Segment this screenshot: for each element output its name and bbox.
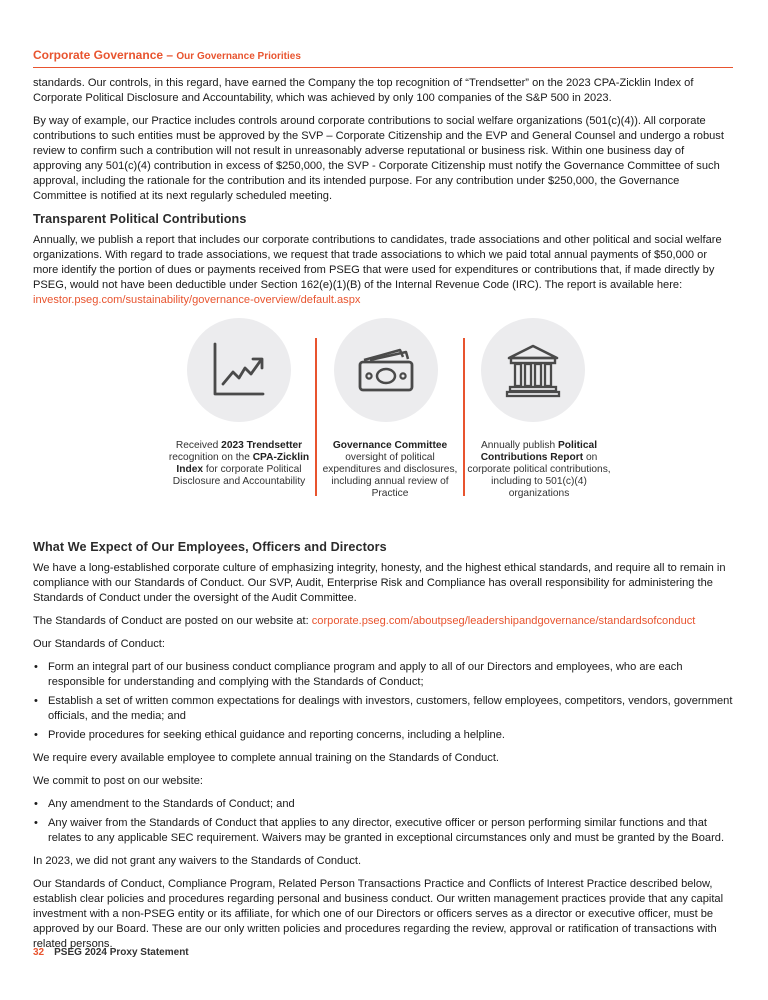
report-link[interactable]: investor.pseg.com/sustainability/governance-overview/default.aspx bbox=[33, 294, 361, 306]
highlight-circle-1 bbox=[187, 318, 291, 422]
trend-chart-icon bbox=[209, 340, 269, 400]
expect-paragraph-3: Our Standards of Conduct: bbox=[33, 638, 165, 650]
bank-building-icon bbox=[503, 340, 563, 400]
expect-paragraph-2 bbox=[33, 614, 735, 629]
main-content bbox=[33, 76, 735, 960]
caption-2-text: oversight of political expenditures and disclosures, including annual review of Practice bbox=[322, 452, 458, 499]
header-separator: – bbox=[163, 48, 177, 62]
list-item: • Form an integral part of our business conduct compliance program and apply to all of our Directors and employees, who are each responsible for understanding and complying with the Standards of Conduct; bbox=[33, 660, 735, 690]
list-item: • Establish a set of written common expectations for dealings with investors, customers, fellow employees, competitors, vendors, government officials, and the media; and bbox=[33, 694, 735, 724]
highlight-circle-3 bbox=[481, 318, 585, 422]
caption-1-bold-b: CPA-Zicklin Index bbox=[176, 452, 310, 475]
caption-1-bold-a: 2023 Trendsetter bbox=[221, 440, 303, 451]
standards-link[interactable]: corporate.pseg.com/aboutpseg/leadershipandgovernance/standardsofconduct bbox=[311, 615, 696, 627]
page-header bbox=[33, 46, 733, 68]
commit-list bbox=[33, 797, 735, 846]
caption-1-text-a: Received bbox=[175, 440, 222, 451]
section-title: Corporate Governance bbox=[33, 48, 164, 62]
highlight-circle-2 bbox=[334, 318, 438, 422]
expect-heading: What We Expect of Our Employees, Officers and Directors bbox=[33, 540, 387, 554]
footer-title: PSEG 2024 Proxy Statement bbox=[54, 947, 189, 958]
highlights-panel bbox=[33, 316, 735, 536]
money-icon bbox=[356, 340, 416, 400]
page-number: 32 bbox=[33, 947, 45, 958]
intro-paragraph-1: standards. Our controls, in this regard, have earned the Company the top recognition of “Trendsetter” on the 2023 CPA-Zicklin Index of Corporate Political Disclosure and Accountability, which was achieved by only 100 companies of the S&P 500 in 2023. bbox=[33, 77, 694, 104]
expect-paragraph-4: We require every available employee to complete annual training on the Standards of Conduct. bbox=[33, 752, 500, 764]
intro-paragraph-2: By way of example, our Practice includes controls around corporate contributions to social welfare organizations (501(c)(4)). All corporate contributions to such entities must be approved by the SVP – Corporate Citizenship and the EVP and General Counsel and undergo a robust review to confirm such a contribution will not result in unreasonably adverse reputational or business risk. Within one business day of approving any 501(c)(4) contribution in excess of $250,000, the SVP - Corporate Citizenship must notify the Governance Committee of such approval, including the rationale for the contribution and its intended purpose. For any contribution under $250,000, the Governance Committee is notified at its next regularly scheduled meeting. bbox=[33, 115, 724, 202]
highlight-caption-3 bbox=[465, 440, 613, 500]
caption-3-text-a: Annually publish bbox=[480, 440, 558, 451]
list-item: • Any waiver from the Standards of Conduct that applies to any director, executive officer or person performing similar functions and that relates to any applicable SEC requirement. Waivers may be granted in exceptional circumstances only and must be granted by the Board. bbox=[33, 816, 735, 846]
expect-p2-text: The Standards of Conduct are posted on our website at: bbox=[33, 615, 312, 627]
transparent-paragraph bbox=[33, 233, 735, 308]
subsection-title: Our Governance Priorities bbox=[176, 51, 301, 62]
expect-paragraph-5: We commit to post on our website: bbox=[33, 775, 203, 787]
caption-3-bold: Political Contributions Report bbox=[480, 440, 598, 463]
highlight-caption-1 bbox=[165, 440, 313, 488]
expect-paragraph-6: In 2023, we did not grant any waivers to the Standards of Conduct. bbox=[33, 855, 362, 867]
caption-2-bold: Governance Committee bbox=[332, 440, 448, 451]
transparent-heading: Transparent Political Contributions bbox=[33, 212, 247, 226]
list-item: • Any amendment to the Standards of Conduct; and bbox=[33, 797, 735, 812]
expect-paragraph-7: Our Standards of Conduct, Compliance Program, Related Person Transactions Practice and Conflicts of Interest Practice described below, establish clear policies and procedures regarding personal and business conduct. Our written management practices provide that any capital investment with a non-PSEG entity or its affiliate, for which one of our Directors or officers serves as a director or executive officer, must be approved by our Board. These are our only written policies and procedures regarding the review, approval or ratification of transactions with related persons. bbox=[33, 878, 724, 950]
caption-3-text-b: on corporate political contributions, including to 501(c)(4) organizations bbox=[467, 452, 611, 499]
caption-1-text-c: for corporate Political Disclosure and Accountability bbox=[172, 464, 306, 487]
page-footer bbox=[33, 947, 189, 958]
standards-list bbox=[33, 660, 735, 743]
caption-1-text-b: recognition on the bbox=[168, 452, 253, 463]
transparent-text: Annually, we publish a report that includes our corporate contributions to candidates, trade associations and other political and social welfare organizations. With regard to trade associations, we request that trade associations to which we paid total annual payments of $50,000 or more identify the portion of dues or payments received from PSEG that were used for expenditures or contributions that, if made directly by PSEG, would not have been deductible under Section 162(e)(1)(B) of the Internal Revenue Code (IRC). The report is available here: bbox=[33, 234, 722, 291]
expect-paragraph-1: We have a long-established corporate culture of emphasizing integrity, honesty, and the highest ethical standards, and require all to remain in compliance with our Standards of Conduct. Our SVP, Audit, Enterprise Risk and Compliance has overall responsibility for administering the Standards of Conduct under the oversight of the Audit Committee. bbox=[33, 562, 726, 604]
highlight-caption-2 bbox=[316, 440, 464, 500]
list-item: • Provide procedures for seeking ethical guidance and reporting concerns, including a helpline. bbox=[33, 728, 735, 743]
